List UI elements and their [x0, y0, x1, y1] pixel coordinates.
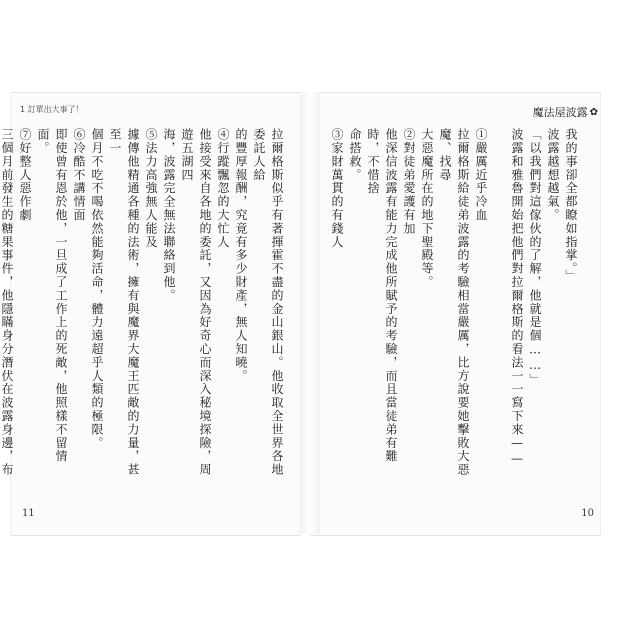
text-column: 波露越想越氣。 [546, 128, 560, 222]
text-column: ④行蹤飄忽的大忙人 [216, 128, 230, 249]
right-running-header [533, 104, 598, 120]
text-column: 命搭救。 [348, 128, 362, 182]
text-column: 海，波露完全無法聯絡到他。 [162, 128, 176, 303]
column-spacer [490, 128, 508, 483]
text-column: 「以我們對這傢伙的了解，他就是個……」 [528, 128, 542, 387]
right-page-text [330, 128, 580, 483]
text-column: ⑤法力高強無人能及 [144, 128, 158, 249]
text-column: 的豐厚報酬，究竟有多少財產，無人知曉。 [234, 128, 248, 383]
text-column: 他接受來自各地的委託，又因為好奇心而深入秘境探險，周遊五湖四 [180, 128, 212, 477]
text-column: 即使曾有恩於他，一旦成了工作上的死敵，他照樣不留情面。 [36, 128, 68, 463]
right-page-number: 10 [581, 508, 594, 519]
text-column: 他深信波露有能力完成他所賦予的考驗，而且當徒弟有難時，不惜捨 [366, 128, 398, 463]
text-column: ②對徒弟愛護有加 [402, 128, 416, 236]
text-column: 個月不吃不喝依然能夠活命，體力遠超乎人類的極限。 [90, 128, 104, 450]
text-column: 大惡魔所在的地下聖殿等。 [420, 128, 434, 289]
book-gutter [300, 92, 320, 534]
book-title: 魔法屋波露 [532, 106, 588, 119]
text-column: 拉爾格斯給徒弟波露的考驗相當嚴厲，比方說要她擊敗大惡魔、找尋 [438, 128, 470, 477]
text-column: 三個月前發生的糖果事件，他隱瞞身分潛伏在波露身邊，布 [0, 128, 14, 477]
text-column: 波露和雅魯開始把他們對拉爾格斯的看法一一寫下來—— [510, 128, 524, 467]
text-column: 拉爾格斯似乎有著揮霍不盡的金山銀山。他收取全世界各地委託人給 [252, 128, 284, 477]
text-column: ①嚴厲近乎冷血 [474, 128, 488, 222]
left-running-header: 1 訂單出大事了！ [20, 105, 84, 114]
left-page-number: 11 [22, 508, 35, 519]
text-column: ⑥冷酷不講情面 [72, 128, 86, 222]
flower-icon: ✿ [589, 106, 598, 118]
text-column: ③家財萬貫的有錢人 [330, 128, 344, 249]
text-column: 我的事卻全都瞭如指掌。」 [564, 128, 578, 283]
text-column: ⑦好整人惡作劇 [18, 128, 32, 222]
left-page-text [0, 128, 286, 483]
text-column: 據傳他精通各種的法術，擁有與魔界大魔王匹敵的力量，甚至一 [108, 128, 140, 477]
